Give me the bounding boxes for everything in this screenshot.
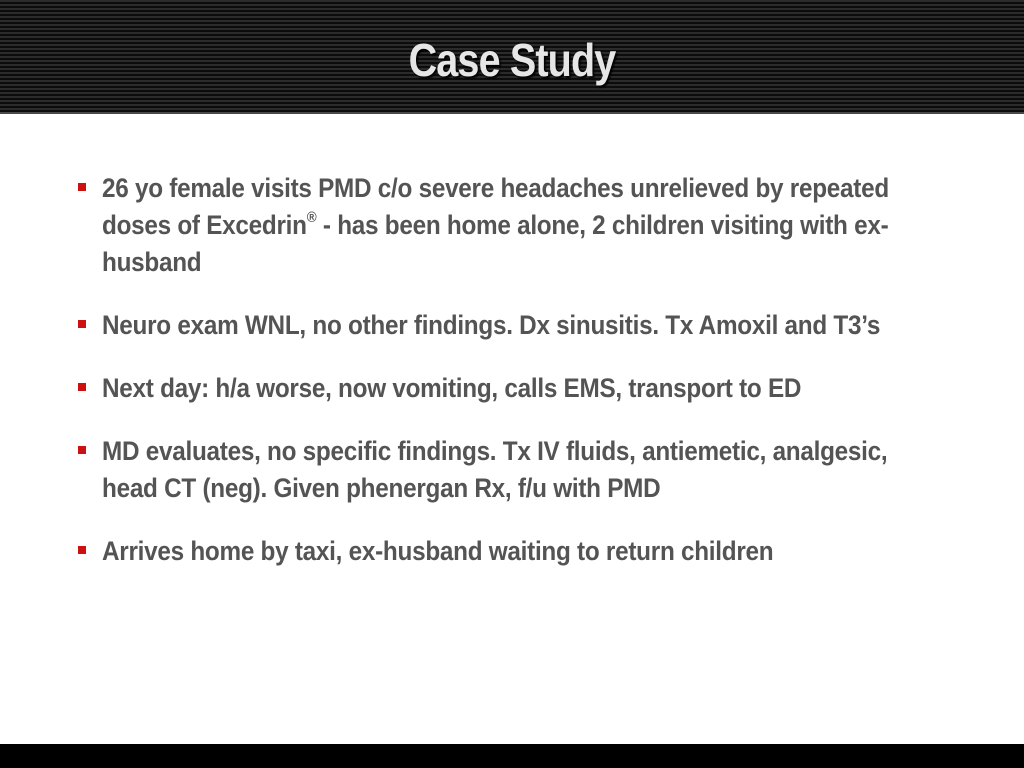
bullet-item — [76, 307, 956, 344]
title-bar — [0, 0, 1024, 114]
bullet-text — [102, 433, 948, 507]
bullet-text — [102, 307, 948, 344]
footer-bar — [0, 744, 1024, 768]
bullet-list — [76, 170, 956, 596]
bullet-text-part: MD evaluates, no specific findings. Tx IV fluids, antiemetic, analgesic, head CT (neg). Given phenergan Rx, f/u with PMD — [102, 436, 888, 503]
bullet-text-part: 26 yo female visits PMD c/o severe headaches unrelieved by repeated doses of Excedrin — [102, 173, 889, 240]
bullet-item — [76, 170, 956, 281]
registered-mark: ® — [306, 209, 317, 226]
bullet-text-part: Next day: h/a worse, now vomiting, calls EMS, transport to ED — [102, 373, 802, 403]
square-bullet-icon — [78, 183, 86, 191]
bullet-text — [102, 370, 948, 407]
bullet-text-part: Arrives home by taxi, ex-husband waiting to return children — [102, 536, 774, 566]
bullet-item — [76, 433, 956, 507]
square-bullet-icon — [78, 446, 86, 454]
bullet-item — [76, 533, 956, 570]
bullet-text — [102, 533, 948, 570]
bullet-text-part: Neuro exam WNL, no other findings. Dx sinusitis. Tx Amoxil and T3’s — [102, 310, 881, 340]
square-bullet-icon — [78, 546, 86, 554]
bullet-text-part: - has been home alone, 2 children visiting with ex-husband — [102, 210, 889, 277]
bullet-text — [102, 170, 948, 281]
square-bullet-icon — [78, 383, 86, 391]
square-bullet-icon — [78, 320, 86, 328]
bullet-item — [76, 370, 956, 407]
slide-title: Case Study — [408, 34, 616, 86]
